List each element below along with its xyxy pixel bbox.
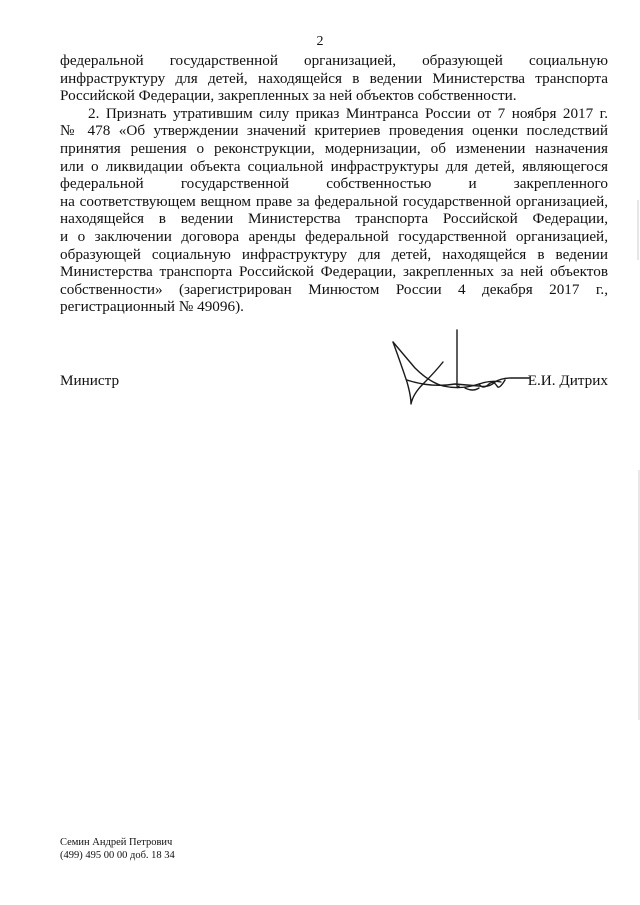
body-line: Министерства транспорта Российской Федерации, закрепленных за ней объектов xyxy=(60,263,608,281)
body-text xyxy=(60,52,608,316)
minister-name: Е.И. Дитрих xyxy=(527,372,608,389)
executor-name: Семин Андрей Петрович xyxy=(60,837,173,848)
body-line: Российской Федерации, закрепленных за ней объектов собственности. xyxy=(60,87,517,105)
body-line: находящейся в ведении Министерства транспорта Российской Федерации, xyxy=(60,210,608,228)
executor-phone: (499) 495 00 00 доб. 18 34 xyxy=(60,850,175,861)
body-line: федеральной государственной собственностью и закрепленного xyxy=(60,175,608,193)
body-line: регистрационный № 49096). xyxy=(60,298,244,316)
scan-edge-mark xyxy=(634,0,640,905)
body-line: собственности» (зарегистрирован Минюстом России 4 декабря 2017 г., xyxy=(60,280,608,298)
body-line: принятия решения о реконструкции, модернизации, об изменении назначения xyxy=(60,139,608,157)
handwritten-signature xyxy=(383,324,533,410)
body-line: инфраструктуру для детей, находящейся в ведении Министерства транспорта xyxy=(60,69,608,87)
body-line: 2. Признать утратившим силу приказ Минтранса России от 7 ноября 2017 г. xyxy=(88,104,608,122)
body-line: и о заключении договора аренды федеральной государственной организацией, xyxy=(60,227,608,245)
body-line: на соответствующем вещном праве за федеральной государственной организацией, xyxy=(60,192,608,210)
minister-title: Министр xyxy=(60,372,120,389)
body-line: федеральной государственной организацией, образующей социальную xyxy=(60,52,608,69)
body-line: № 478 «Об утверждении значений критериев проведения оценки последствий xyxy=(60,122,608,140)
body-line: образующей социальную инфраструктуру для детей, находящейся в ведении xyxy=(60,245,608,263)
executor-info xyxy=(60,836,175,862)
body-line: или о ликвидации объекта социальной инфраструктуры для детей, являющегося xyxy=(60,157,608,175)
page-number: 2 xyxy=(316,34,324,49)
